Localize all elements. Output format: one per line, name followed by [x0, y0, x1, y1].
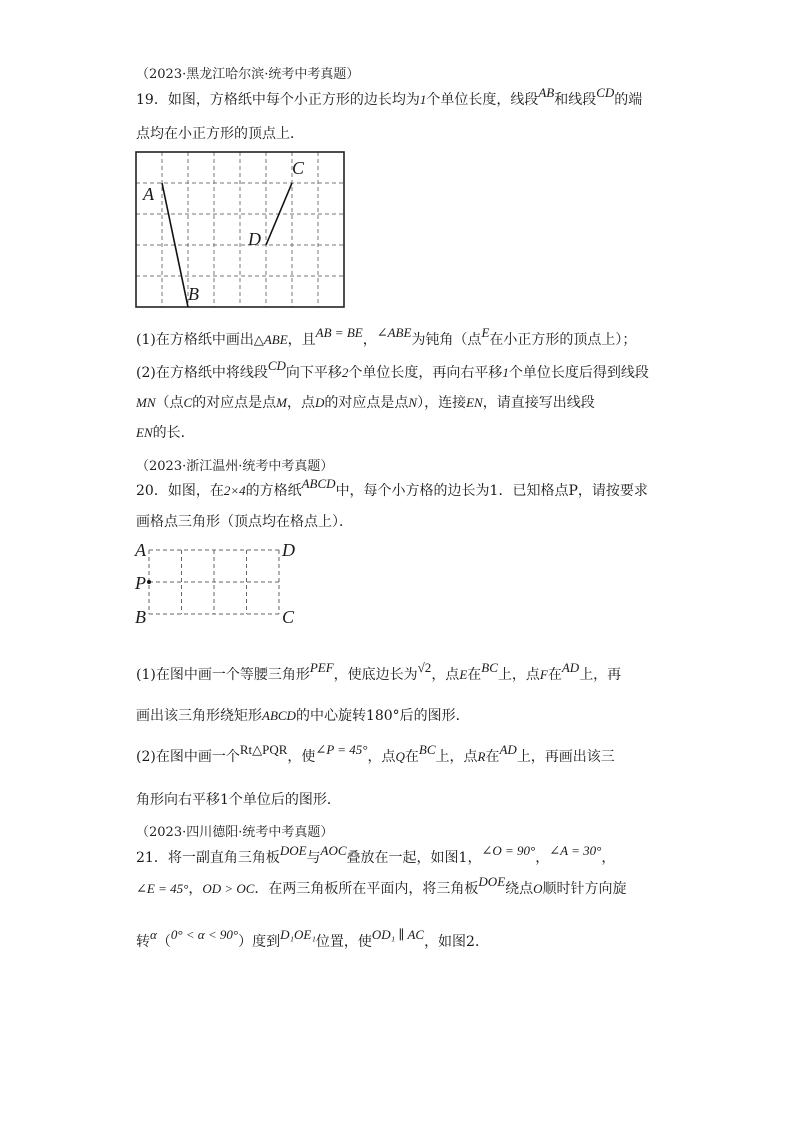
q21-stem-text: 位置，使 — [315, 934, 372, 950]
q20-part1-text: ，点 — [431, 667, 460, 683]
q19-part2-text: 的对应点是点 — [324, 395, 409, 411]
q19-stem-line1 — [136, 85, 643, 110]
q19-stem-text: 和线段 — [554, 92, 597, 108]
q20-angle-p: ∠P = 45° — [315, 742, 368, 757]
q19-part1-text: ，且 — [287, 332, 316, 348]
q19-label-a: A — [143, 184, 154, 204]
q19-segment-en: EN — [136, 425, 153, 440]
q20-label-d: D — [282, 540, 295, 560]
q20-label-p: P — [135, 573, 146, 593]
q19-stem-text: 19．如图，方格纸中每个小正方形的边长均为 — [136, 92, 420, 108]
q20-part2-text: (2)在图中画一个 — [136, 749, 240, 765]
q20-sqrt-two: √2 — [417, 660, 432, 675]
q21-alpha-range: 0° < α < 90° — [170, 927, 239, 942]
q20-part1-text: ，使底边长为 — [333, 667, 418, 683]
q20-part1-text: 上，点 — [497, 667, 540, 683]
q20-part2-text: 在 — [485, 749, 500, 765]
q19-point-m: M — [276, 395, 288, 410]
q20-stem-line2: 画格点三角形（顶点均在格点上）． — [136, 514, 353, 530]
q20-point-r: R — [477, 749, 486, 764]
q20-stem-text: 中，每个小方格的边长为1．已知格点P，请按要求 — [335, 483, 648, 499]
q21-triangle-d1oe1: D₁OE₁ — [280, 927, 316, 942]
q20-part1-text: 的中心旋转180°后的图形． — [295, 708, 470, 724]
source-tag-q20: （2023·浙江温州·统考中考真题） — [136, 459, 334, 474]
q20-triangle-pef: PEF — [309, 660, 334, 675]
q20-part1-line1 — [136, 660, 622, 685]
q21-stem-text: ， — [535, 850, 550, 866]
q21-od-gt-oc: OD > OC — [202, 881, 255, 896]
q20-part1-text: 上，再 — [579, 667, 622, 683]
q19-part1-text: ， — [362, 332, 377, 348]
q21-angle-a: ∠A = 30° — [549, 843, 602, 858]
q19-label-c: C — [292, 158, 305, 178]
q19-part2-text: ，点 — [287, 395, 316, 411]
q20-part2-line1 — [136, 742, 615, 767]
q20-right-triangle-pqr: Rt△PQR — [239, 742, 288, 757]
q21-stem-text: 转 — [136, 934, 150, 950]
q20-part2-text: 在 — [404, 749, 419, 765]
q21-stem-line3 — [136, 927, 489, 952]
q20-stem-text: 的方格纸 — [245, 483, 302, 499]
q20-rect-abcd: ABCD — [262, 708, 296, 723]
q21-stem-text: 与 — [306, 850, 321, 866]
q20-point-e: E — [459, 667, 468, 682]
q19-segment-cd: CD — [267, 358, 286, 373]
q21-stem-text: ）度到 — [238, 934, 281, 950]
q19-part1-text: 为钝角（点 — [411, 332, 482, 348]
q20-part2-text: ，点 — [367, 749, 396, 765]
q21-angle-e: ∠E = 45° — [136, 881, 189, 896]
q20-part1-text: 在 — [547, 667, 562, 683]
q19-ab-eq-be: AB = BE — [315, 325, 363, 340]
q20-part1-text: 在 — [467, 667, 482, 683]
q20-side-bc: BC — [418, 742, 436, 757]
q20-part2-line2: 角形向右平移1个单位后的图形． — [136, 792, 341, 808]
q20-side-ad: AD — [499, 742, 517, 757]
q21-angle-o: ∠O = 90° — [481, 843, 536, 858]
q19-stem-line2: 点均在小正方形的顶点上． — [136, 126, 304, 142]
q19-part2-text: 的对应点是点 — [192, 395, 277, 411]
q19-segment-en: EN — [466, 395, 483, 410]
q20-part1-text: (1)在图中画一个等腰三角形 — [136, 667, 310, 683]
q19-part2-text: ），连接 — [417, 395, 467, 411]
q21-stem-text: ， — [601, 850, 616, 866]
q19-part2-line3 — [136, 423, 195, 443]
q19-point-e: E — [481, 325, 490, 340]
q21-triangle-doe: DOE — [478, 874, 506, 889]
q19-segment-ab: AB — [538, 85, 555, 100]
q21-stem-text: 顺时针方向旋 — [542, 881, 627, 897]
q20-side-ad: AD — [561, 660, 580, 675]
q21-point-o: O — [533, 881, 543, 896]
q21-alpha: α — [150, 927, 157, 942]
q19-stem-text: 的端 — [614, 92, 643, 108]
q19-segment-mn: MN — [136, 395, 156, 410]
q21-stem-text: （ — [156, 934, 171, 950]
q21-triangle-doe: DOE — [279, 843, 307, 858]
q20-stem-text: 20．如图，在 — [136, 483, 224, 499]
q19-part2-text: ，请直接写出线段 — [482, 395, 595, 411]
q19-label-b: B — [188, 284, 199, 304]
q20-grid-figure — [149, 550, 279, 614]
q19-part2-line2 — [136, 393, 595, 413]
source-tag-q19: （2023·黑龙江哈尔滨·统考中考真题） — [136, 67, 360, 82]
q20-label-b: B — [135, 607, 146, 627]
q20-part2-text: 上，再画出该三 — [516, 749, 615, 765]
q19-part1 — [136, 325, 637, 350]
q20-side-bc: BC — [481, 660, 498, 675]
q21-stem-line2 — [136, 874, 627, 899]
q21-stem-text: 21．将一副直角三角板 — [136, 850, 280, 866]
q20-part1-text: 画出该三角形绕矩形 — [136, 708, 262, 724]
q19-number-two: 2 — [341, 365, 349, 380]
q20-part2-text: ，使 — [287, 749, 316, 765]
q19-part2-text: 个单位长度，再向右平移 — [348, 365, 503, 381]
q19-part1-text: (1)在方格纸中画出 — [136, 332, 254, 348]
q20-part2-text: 上，点 — [435, 749, 478, 765]
q19-part2-text: 向下平移 — [285, 365, 342, 381]
q20-part1-line2 — [136, 706, 470, 726]
q19-segment-cd: CD — [596, 85, 615, 100]
q20-dims: 2×4 — [223, 483, 246, 498]
q20-point-q: Q — [395, 749, 405, 764]
q19-point-d: D — [315, 395, 325, 410]
q20-label-c: C — [282, 607, 295, 627]
q21-stem-text: 叠放在一起，如图1， — [346, 850, 482, 866]
q21-stem-text: ．在两三角板所在平面内，将三角板 — [254, 881, 479, 897]
q19-point-c: C — [183, 395, 193, 410]
q20-rect-abcd: ABCD — [301, 476, 336, 491]
q19-part2-text: 的长． — [152, 425, 195, 441]
q19-label-d: D — [248, 229, 261, 249]
q20-label-a: A — [135, 540, 146, 560]
q19-part2-text: 个单位长度后得到线段 — [508, 365, 649, 381]
q21-stem-line1 — [136, 843, 616, 868]
q20-point-p-dot — [147, 580, 151, 584]
q19-point-n: N — [408, 395, 418, 410]
q21-stem-text: 绕点 — [505, 881, 534, 897]
q19-part2-text: （点 — [155, 395, 184, 411]
q19-part2-text: (2)在方格纸中将线段 — [136, 365, 268, 381]
q19-part2-line1 — [136, 358, 649, 383]
q19-triangle-abe: △ABE — [253, 332, 288, 347]
q20-point-f: F — [539, 667, 548, 682]
q19-grid-figure — [136, 152, 344, 307]
q19-angle-abe: ∠ABE — [376, 325, 412, 340]
source-tag-q21: （2023·四川德阳·统考中考真题） — [136, 825, 334, 840]
q19-stem-text: 个单位长度，线段 — [426, 92, 539, 108]
q21-triangle-aoc: AOC — [320, 843, 347, 858]
q19-part1-text: 在小正方形的顶点上）； — [489, 332, 637, 348]
q19-number-one: 1 — [502, 365, 509, 380]
q19-unit-one: 1 — [419, 92, 427, 107]
q21-stem-text: ， — [188, 881, 203, 897]
q21-stem-text: ，如图2． — [424, 934, 489, 950]
q21-od1-parallel-ac: OD₁ ∥ AC — [371, 927, 425, 942]
q20-stem-line1 — [136, 476, 648, 501]
